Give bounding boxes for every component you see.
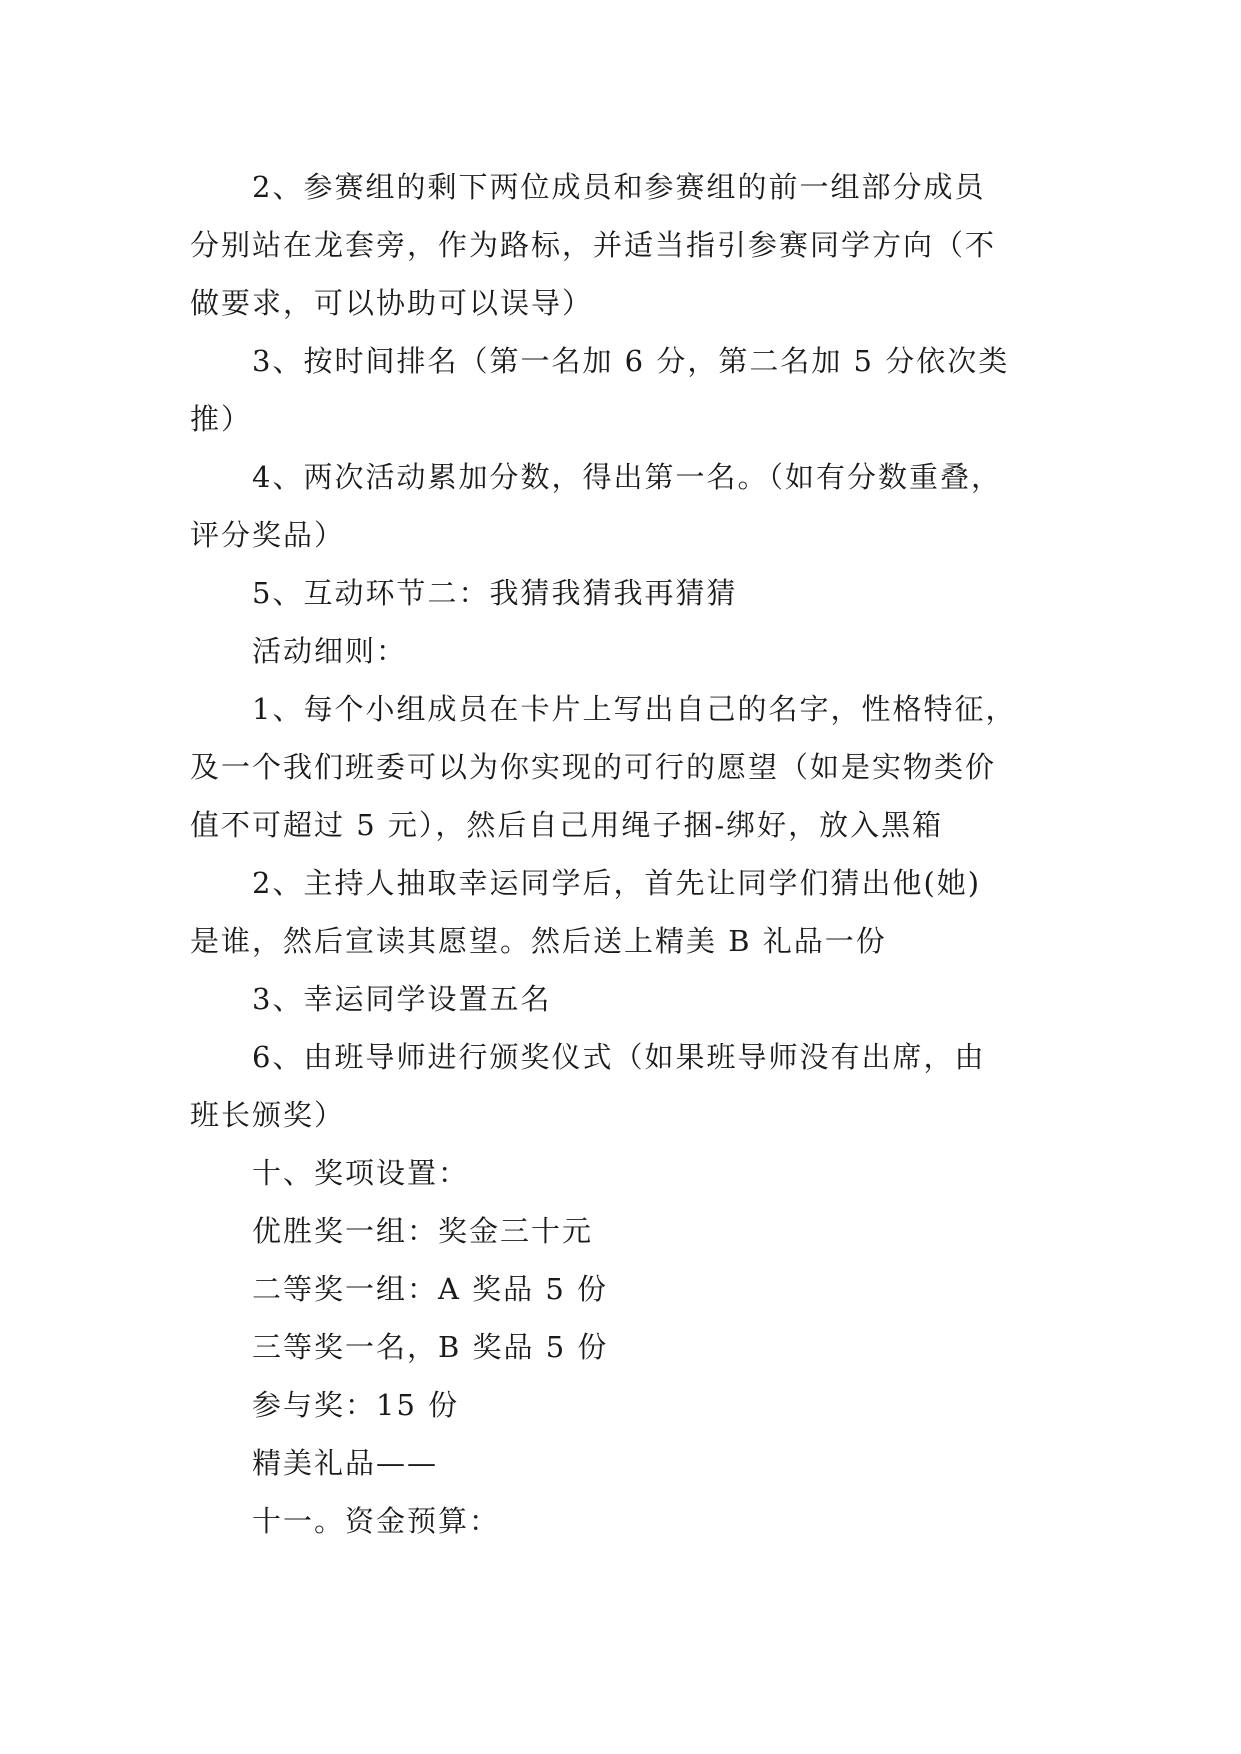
paragraph-line: 班长颁奖） bbox=[190, 1098, 346, 1132]
award-item: 参与奖：15 份 bbox=[252, 1388, 460, 1422]
document-body bbox=[190, 158, 1052, 1550]
paragraph-line: 分别站在龙套旁，作为路标，并适当指引参赛同学方向（不 bbox=[190, 228, 997, 262]
paragraph-line: 值不可超过 5 元），然后自己用绳子捆-绑好，放入黑箱 bbox=[190, 808, 944, 842]
section-heading: 5、互动环节二：我猜我猜我再猜猜 bbox=[252, 576, 738, 610]
paragraph-line: 做要求，可以协助可以误导） bbox=[190, 286, 594, 320]
paragraph-line: 2、主持人抽取幸运同学后，首先让同学们猜出他(她) bbox=[252, 866, 982, 900]
award-item: 三等奖一名，B 奖品 5 份 bbox=[252, 1330, 609, 1364]
subsection-heading: 活动细则： bbox=[252, 634, 408, 668]
paragraph-line: 评分奖品） bbox=[190, 518, 346, 552]
award-item: 优胜奖一组：奖金三十元 bbox=[252, 1214, 594, 1248]
paragraph-line: 6、由班导师进行颁奖仪式（如果班导师没有出席，由 bbox=[252, 1040, 986, 1074]
paragraph-line: 是谁，然后宣读其愿望。然后送上精美 B 礼品一份 bbox=[190, 924, 887, 958]
paragraph-line: 4、两次活动累加分数，得出第一名。（如有分数重叠， bbox=[252, 460, 1002, 494]
section-heading: 十一。资金预算： bbox=[252, 1504, 501, 1538]
section-heading: 十、奖项设置： bbox=[252, 1156, 470, 1190]
paragraph-line: 3、幸运同学设置五名 bbox=[252, 982, 552, 1016]
award-item: 二等奖一组：A 奖品 5 份 bbox=[252, 1272, 609, 1306]
paragraph-line: 1、每个小组成员在卡片上写出自己的名字，性格特征， bbox=[252, 692, 1017, 726]
paragraph-line: 及一个我们班委可以为你实现的可行的愿望（如是实物类价 bbox=[190, 750, 997, 784]
award-item: 精美礼品—— bbox=[252, 1446, 439, 1480]
paragraph-line: 3、按时间排名（第一名加 6 分，第二名加 5 分依次类 bbox=[252, 344, 1010, 378]
paragraph-line: 推） bbox=[190, 402, 253, 436]
paragraph-line: 2、参赛组的剩下两位成员和参赛组的前一组部分成员 bbox=[252, 170, 986, 204]
